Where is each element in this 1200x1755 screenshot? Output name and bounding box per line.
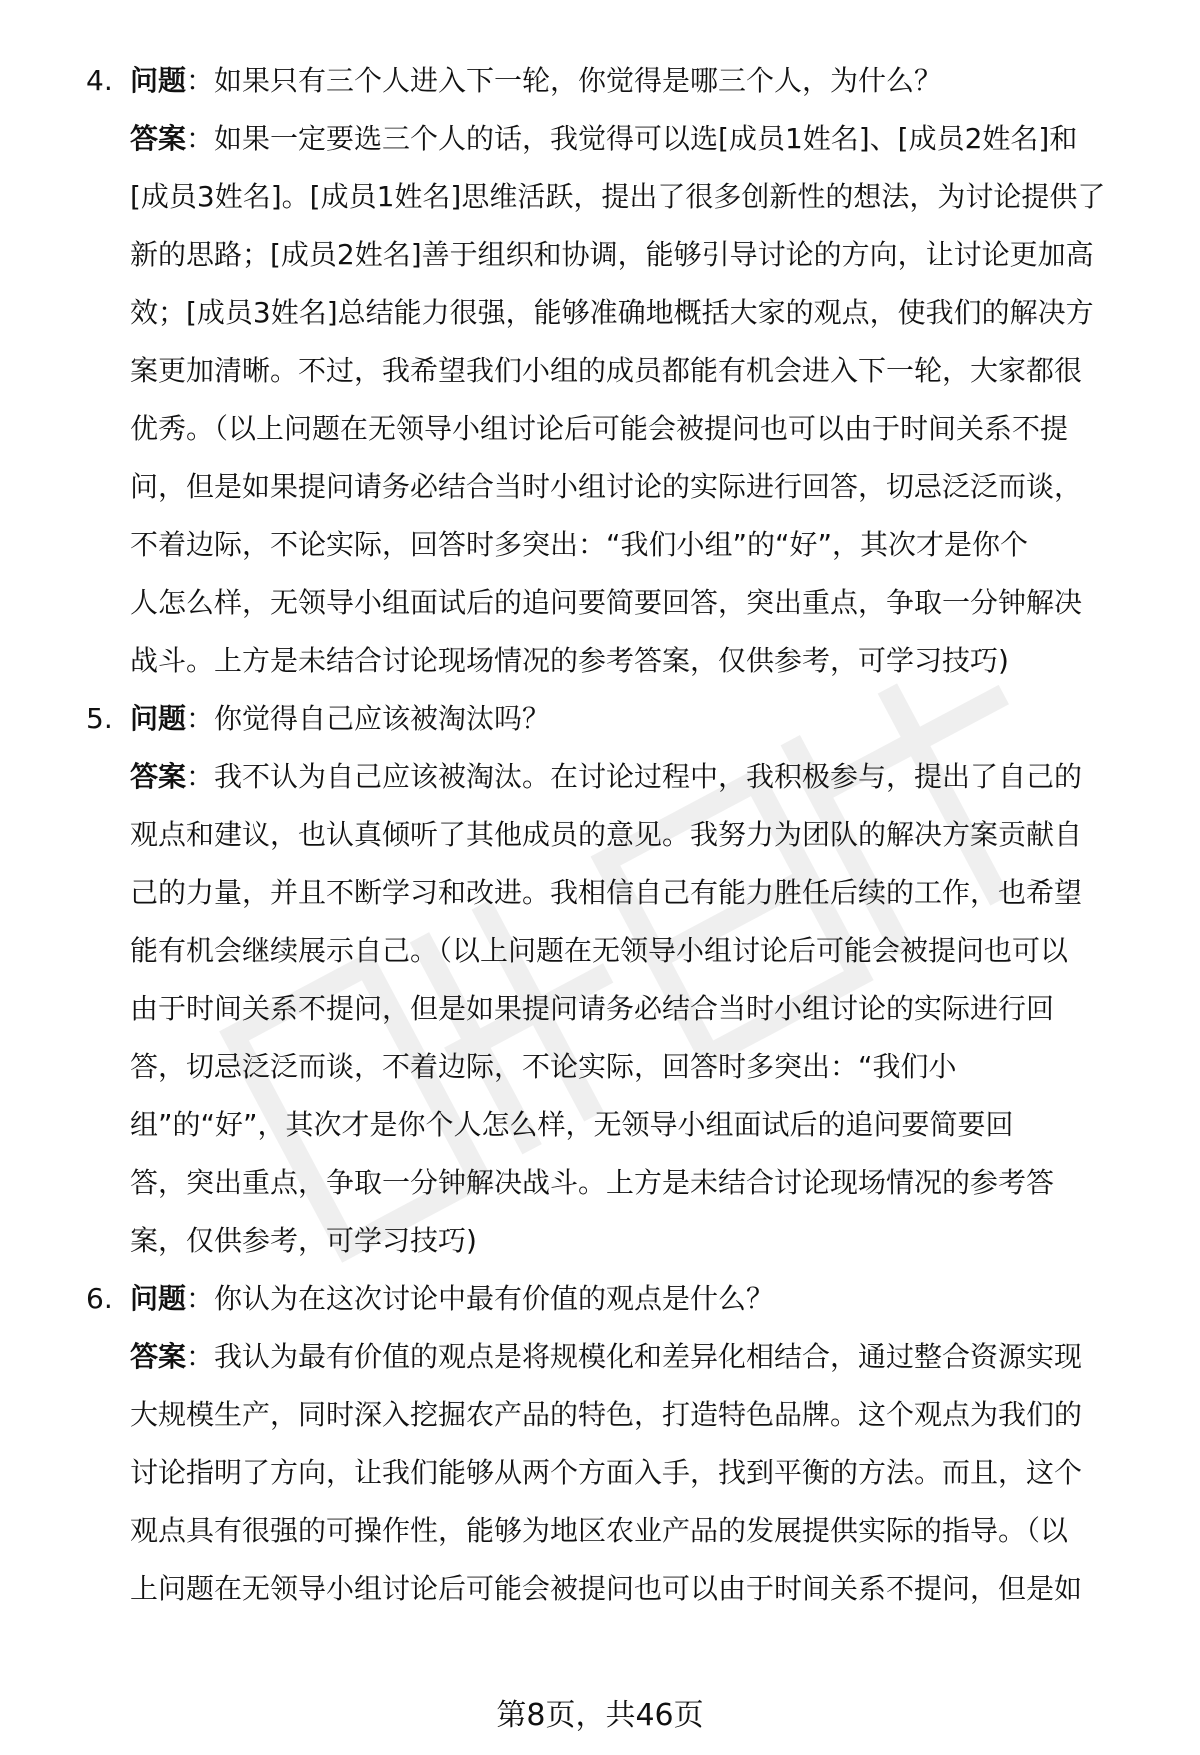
question-label: 问题 xyxy=(130,702,187,735)
question-text: ：如果只有三个人进入下一轮，你觉得是哪三个人，为什么？ xyxy=(186,64,943,97)
answer-line: 答，切忌泛泛而谈，不着边际，不论实际，回答时多突出：“我们小 xyxy=(130,1050,957,1083)
answer-text: ：我不认为自己应该被淘汰。在讨论过程中，我积极参与，提出了自己的 xyxy=(186,760,1083,793)
answer-line: 上问题在无领导小组讨论后可能会被提问也可以由于时间关系不提问，但是如 xyxy=(130,1572,1083,1605)
question-text: ：你认为在这次讨论中最有价值的观点是什么？ xyxy=(186,1282,775,1315)
question-label: 问题 xyxy=(130,1282,187,1315)
answer-label: 答案 xyxy=(130,1340,187,1373)
answer-line: 战斗。上方是未结合讨论现场情况的参考答案，仅供参考，可学习技巧) xyxy=(130,644,1009,677)
answer-line xyxy=(130,110,1160,168)
question-label: 问题 xyxy=(130,64,187,97)
answer-line: 问，但是如果提问请务必结合当时小组讨论的实际进行回答，切忌泛泛而谈， xyxy=(130,470,1083,503)
answer-line xyxy=(130,1328,1160,1386)
question-line xyxy=(130,52,1160,110)
answer-label: 答案 xyxy=(130,122,187,155)
answer-line: 由于时间关系不提问，但是如果提问请务必结合当时小组讨论的实际进行回 xyxy=(130,992,1055,1025)
answer-line: 案，仅供参考，可学习技巧) xyxy=(130,1224,477,1257)
question-line xyxy=(130,1270,1160,1328)
question-text: ：你觉得自己应该被淘汰吗？ xyxy=(186,702,551,735)
answer-line: 优秀。（以上问题在无领导小组讨论后可能会被提问也可以由于时间关系不提 xyxy=(130,412,1069,445)
item-number: 6. xyxy=(86,1282,113,1315)
answer-line: 组”的“好”，其次才是你个人怎么样，无领导小组面试后的追问要简要回 xyxy=(130,1108,1014,1141)
answer-text: ：我认为最有价值的观点是将规模化和差异化相结合，通过整合资源实现 xyxy=(186,1340,1083,1373)
answer-line: 观点具有很强的可操作性，能够为地区农业产品的发展提供实际的指导。（以 xyxy=(130,1514,1069,1547)
question-line xyxy=(130,690,1160,748)
answer-line xyxy=(130,748,1160,806)
answer-line: 己的力量，并且不断学习和改进。我相信自己有能力胜任后续的工作，也希望 xyxy=(130,876,1083,909)
answer-line: 大规模生产，同时深入挖掘农产品的特色，打造特色品牌。这个观点为我们的 xyxy=(130,1398,1083,1431)
page-number-footer: 第8页，共46页 xyxy=(496,1698,704,1733)
answer-label: 答案 xyxy=(130,760,187,793)
item-number: 4. xyxy=(86,64,113,97)
answer-line: 新的思路；[成员2姓名]善于组织和协调，能够引导讨论的方向，让讨论更加高 xyxy=(130,238,1094,271)
answer-line: 能有机会继续展示自己。（以上问题在无领导小组讨论后可能会被提问也可以 xyxy=(130,934,1069,967)
answer-line: 答，突出重点，争取一分钟解决战斗。上方是未结合讨论现场情况的参考答 xyxy=(130,1166,1055,1199)
answer-line: 观点和建议，也认真倾听了其他成员的意见。我努力为团队的解决方案贡献自 xyxy=(130,818,1083,851)
answer-line: 效；[成员3姓名]总结能力很强，能够准确地概括大家的观点，使我们的解决方 xyxy=(130,296,1094,329)
answer-line: 人怎么样，无领导小组面试后的追问要简要回答，突出重点，争取一分钟解决 xyxy=(130,586,1083,619)
item-number: 5. xyxy=(86,702,113,735)
answer-line: 讨论指明了方向，让我们能够从两个方面入手，找到平衡的方法。而且，这个 xyxy=(130,1456,1083,1489)
answer-line: [成员3姓名]。[成员1姓名]思维活跃，提出了很多创新性的想法，为讨论提供了 xyxy=(130,180,1106,213)
answer-line: 案更加清晰。不过，我希望我们小组的成员都能有机会进入下一轮，大家都很 xyxy=(130,354,1083,387)
answer-text: ：如果一定要选三个人的话，我觉得可以选[成员1姓名]、[成员2姓名]和 xyxy=(186,122,1078,155)
answer-line: 不着边际，不论实际，回答时多突出：“我们小组”的“好”，其次才是你个 xyxy=(130,528,1029,561)
